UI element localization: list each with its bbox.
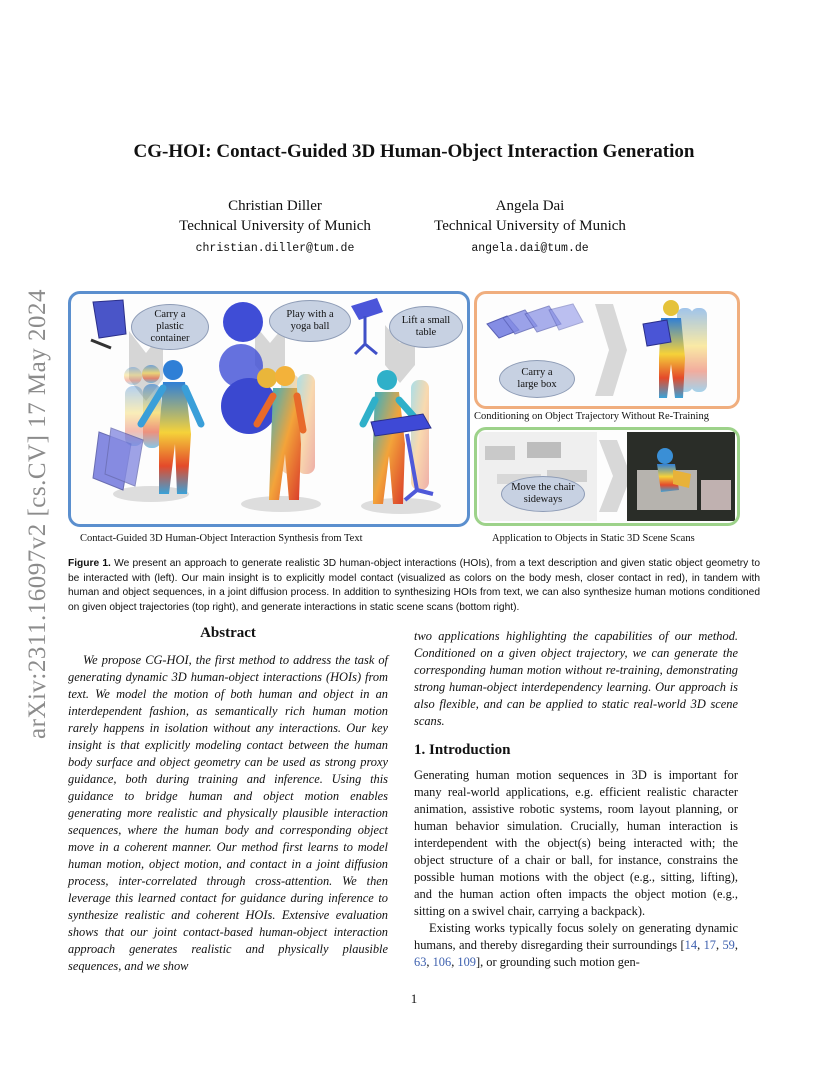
author-2 [400,196,660,259]
citation-link[interactable]: 109 [457,955,476,969]
carry-box-bubble [499,360,575,398]
author-2-email[interactable]: angela.dai@tum.de [471,242,589,255]
carry-container-bubble [131,304,209,350]
teaser-figure [66,290,742,548]
citation-link[interactable]: 14 [684,938,698,952]
intro-paragraph-2 [414,920,738,971]
caption-text: We present an approach to generate realistic 3D human-object interactions (HOIs), from a text description and given static object geometry to be interacted with (left). Our main insight is to explicitly model contact (visualized as colors on the body mesh, closer contact in red), in tandem with human and object sequences, in a joint diffusion process. In addition to synthesizing HOIs from text, we can also synthesize human motions conditioned on given object trajectories (top right), and generate interactions in static scene scans (bottom right). [68,558,760,613]
figure-caption [68,557,760,615]
introduction-heading: 1. Introduction [414,742,511,758]
yoga-ball-bubble [269,300,351,342]
author-1-name: Christian Diller [228,198,322,214]
page-number: 1 [410,991,418,1006]
author-1-affiliation: Technical University of Munich [179,218,371,234]
abstract-heading: Abstract [200,625,256,641]
object-trajectory-panel [474,291,740,409]
abstract-column [68,625,388,975]
citation-link[interactable]: 106 [432,955,452,969]
caption-label: Figure 1. [68,558,111,569]
author-1-email[interactable]: christian.diller@tum.de [195,242,355,255]
intro-p2-start: Existing works typically focus solely on generating dynamic humans, and thereby disregarding their surroundings [ [414,921,738,952]
yoga-ball-text: Play with a yoga ball [286,309,334,332]
arxiv-id-text: arXiv:2311.16097v2 [cs.CV] 17 May 2024 [24,289,51,739]
abstract-continuation: two applications highlighting the capabilities of our method. Conditioned on a given object trajectory, we can generate the corresponding human motion without re-training, demonstrating strong human-object interdependency learning. Our approach is also flexible, and can be applied to static real-world 3D scene scans. [414,629,738,728]
author-2-name: Angela Dai [495,198,565,214]
paper-title: CG-HOI: Contact-Guided 3D Human-Object Interaction Generation [133,141,695,162]
scene-scan-panel [474,427,740,526]
citation-link[interactable]: 59 [722,938,735,952]
lift-table-text: Lift a small table [401,315,451,338]
move-chair-text: Move the chair sideways [511,482,575,505]
citation-separator: , [426,955,433,969]
citation-separator: , [734,938,738,952]
carry-box-text: Carry a large box [517,367,557,390]
citation-separator: , [715,938,723,952]
move-chair-bubble [501,476,585,512]
citation-link[interactable]: 63 [414,955,427,969]
intro-p2-end: ], or grounding such motion gen- [475,955,640,969]
citation-link[interactable]: 17 [703,938,716,952]
bottom-right-panel-label: Application to Objects in Static 3D Scene Scans [492,533,695,544]
author-1 [145,196,405,259]
arxiv-identifier [18,268,58,760]
top-right-panel-label: Conditioning on Object Trajectory Without Re-Training [474,411,709,422]
carry-container-text: Carry a plastic container [150,309,190,344]
left-panel-label: Contact-Guided 3D Human-Object Interaction Synthesis from Text [80,533,363,544]
right-column [414,628,738,971]
abstract-text: We propose CG-HOI, the first method to address the task of generating dynamic 3D human-object interactions (HOIs) from text. We model the motion of both human and object in an interdependent fashion, as semantically rich human motion rarely happens in isolation without any interactions. Our key insight is that explicitly modeling contact between the human body surface and object geometry can be used as strong proxy guidance, both during training and inference. Using this guidance to bridge human and object motion enables generating more realistic and physically plausible interaction sequences, where the human body and corresponding object move in a coherent manner. Our method first learns to model human motion, object motion, and contact in a joint diffusion process, inter-correlated through cross-attention. We then leverage this learned contact for guidance during inference to synthesize realistic and coherent HOIs. Extensive evaluation shows that our joint contact-based human-object interaction approach generates realistic and physically plausible sequences, and we show [68,653,388,973]
text-hoi-panel [68,291,470,527]
citation-separator: , [451,955,458,969]
author-2-affiliation: Technical University of Munich [434,218,626,234]
scene-scan-illustration [477,430,737,523]
intro-paragraph-1: Generating human motion sequences in 3D is important for many real-world applications, e.g. efficient realistic character animation, assistive robotic systems, room layout planning, or human behavior simulation. Crucially, human interaction is interdependent with the object(s) being interacted with; the object structure of a chair or ball, for instance, constrains the possible human motions with the object (e.g., sitting, lifting), and the human action often impacts the object motion (e.g., sitting on a swivel chair, carrying a backpack). [414,768,738,918]
citation-separator: , [697,938,704,952]
lift-table-bubble [389,306,463,348]
